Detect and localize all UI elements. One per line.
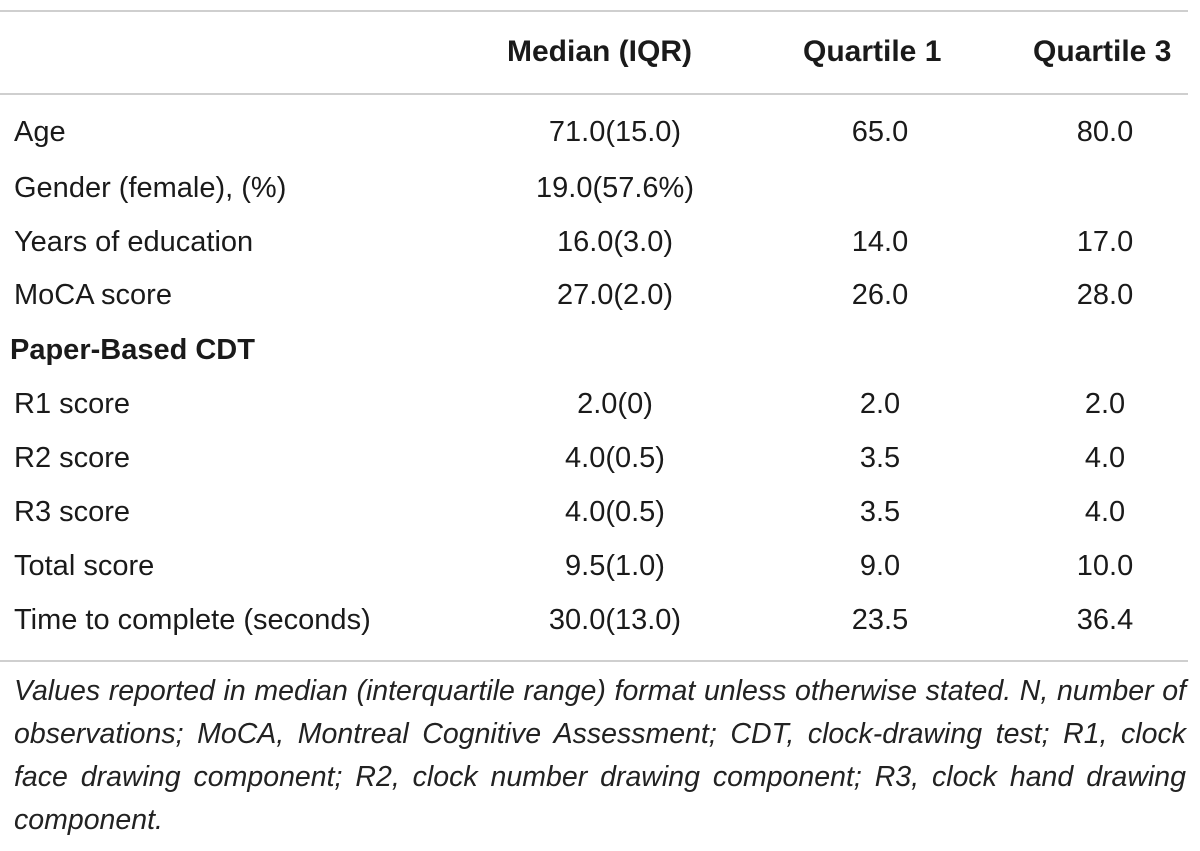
- table-row: [0, 485, 1200, 539]
- table-footnote: Values reported in median (interquartile range) format unless otherwise stated. N, number of observations; MoCA, Montreal Cognitive Assessment; CDT, clock-drawing test; R1, clock face drawing component; R2, clock number drawing component; R3, clock hand drawing component.: [14, 675, 1186, 836]
- cell-median: 9.5(1.0): [565, 550, 665, 582]
- cell-median: 30.0(13.0): [548, 604, 682, 636]
- row-label: Age: [14, 116, 66, 148]
- cell-q3: 4.0: [1084, 442, 1126, 474]
- table-row: [0, 377, 1200, 431]
- row-label: R2 score: [14, 442, 131, 474]
- header-median-iqr: Median (IQR): [507, 35, 692, 68]
- row-label: Total score: [14, 550, 155, 582]
- table-top-rule: [0, 10, 1188, 12]
- row-label: Years of education: [14, 226, 254, 258]
- cell-q1: 9.0: [859, 550, 901, 582]
- row-label: R1 score: [14, 388, 131, 420]
- cell-q3: 36.4: [1076, 604, 1134, 636]
- header-rule: [0, 93, 1188, 95]
- cell-median: 4.0(0.5): [565, 496, 665, 528]
- cell-q1: 65.0: [851, 116, 909, 148]
- cell-median: 2.0(0): [577, 388, 653, 420]
- row-label: MoCA score: [14, 279, 172, 311]
- cell-q3: 80.0: [1076, 116, 1134, 148]
- row-label: Gender (female), (%): [14, 172, 287, 204]
- cell-median: 4.0(0.5): [565, 442, 665, 474]
- cell-median: 71.0(15.0): [548, 116, 682, 148]
- cell-median: 27.0(2.0): [556, 279, 674, 311]
- table-row: [0, 431, 1200, 485]
- row-label: R3 score: [14, 496, 131, 528]
- cell-q1: 3.5: [859, 496, 901, 528]
- cell-q1: 23.5: [851, 604, 909, 636]
- cell-q1: 2.0: [859, 388, 901, 420]
- table-row: [0, 215, 1200, 269]
- cell-q3: 4.0: [1084, 496, 1126, 528]
- cell-q1: 3.5: [859, 442, 901, 474]
- cell-q1: 14.0: [851, 226, 909, 258]
- section-heading: Paper-Based CDT: [10, 334, 255, 366]
- cell-median: 16.0(3.0): [556, 226, 674, 258]
- table-bottom-rule: [0, 660, 1188, 662]
- header-quartile-3: Quartile 3: [1033, 35, 1172, 68]
- cell-q3: 28.0: [1076, 279, 1134, 311]
- cell-q3: 17.0: [1076, 226, 1134, 258]
- cell-median: 19.0(57.6%): [536, 172, 694, 204]
- header-quartile-1: Quartile 1: [803, 35, 942, 68]
- cell-q1: 26.0: [851, 279, 909, 311]
- table-row: [0, 539, 1200, 593]
- table-row: [0, 105, 1200, 159]
- cell-q3: 10.0: [1076, 550, 1134, 582]
- table-row: [0, 593, 1200, 647]
- table-row: [0, 268, 1200, 322]
- table-row: [0, 161, 1200, 215]
- cell-q3: 2.0: [1084, 388, 1126, 420]
- row-label: Time to complete (seconds): [14, 604, 371, 636]
